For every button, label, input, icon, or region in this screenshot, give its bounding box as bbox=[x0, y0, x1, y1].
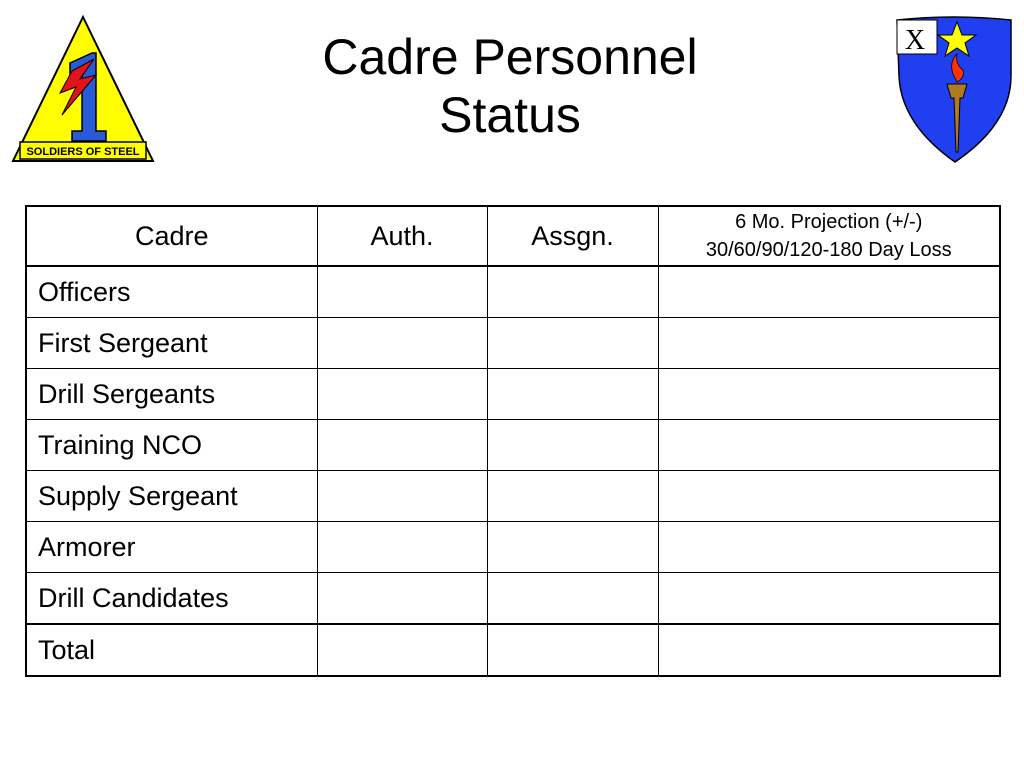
cell-assgn[interactable] bbox=[487, 573, 658, 625]
cell-assgn[interactable] bbox=[487, 471, 658, 522]
cell-auth[interactable] bbox=[317, 522, 487, 573]
table-row bbox=[26, 420, 1000, 471]
cell-projection[interactable] bbox=[658, 471, 1000, 522]
cell-auth[interactable] bbox=[317, 369, 487, 420]
cell-assgn[interactable] bbox=[487, 369, 658, 420]
cell-auth[interactable] bbox=[317, 573, 487, 625]
title-line-1: Cadre Personnel bbox=[322, 29, 698, 85]
table-row bbox=[26, 573, 1000, 625]
table-row-total bbox=[26, 624, 1000, 676]
header-auth: Auth. bbox=[317, 206, 487, 266]
row-label: Officers bbox=[26, 266, 317, 318]
cell-projection[interactable] bbox=[658, 420, 1000, 471]
roman-numeral: X bbox=[904, 25, 926, 56]
table-row bbox=[26, 471, 1000, 522]
cell-auth[interactable] bbox=[317, 420, 487, 471]
cell-projection[interactable] bbox=[658, 522, 1000, 573]
table-row bbox=[26, 318, 1000, 369]
cell-auth[interactable] bbox=[317, 624, 487, 676]
row-label: Drill Candidates bbox=[26, 573, 317, 625]
shield-insignia-logo bbox=[893, 14, 1017, 164]
cell-projection[interactable] bbox=[658, 318, 1000, 369]
cell-auth[interactable] bbox=[317, 471, 487, 522]
cell-auth[interactable] bbox=[317, 318, 487, 369]
header-projection bbox=[658, 206, 1000, 266]
page-title bbox=[230, 28, 790, 144]
cell-auth[interactable] bbox=[317, 266, 487, 318]
cell-assgn[interactable] bbox=[487, 266, 658, 318]
table-row bbox=[26, 369, 1000, 420]
cadre-status-table bbox=[25, 205, 1001, 677]
title-line-2: Status bbox=[439, 87, 581, 143]
cell-assgn[interactable] bbox=[487, 318, 658, 369]
cell-projection[interactable] bbox=[658, 573, 1000, 625]
header-projection-line-1: 6 Mo. Projection (+/-) bbox=[735, 211, 923, 233]
table-row bbox=[26, 522, 1000, 573]
cell-assgn[interactable] bbox=[487, 522, 658, 573]
row-label: Armorer bbox=[26, 522, 317, 573]
row-label: Training NCO bbox=[26, 420, 317, 471]
header-assgn: Assgn. bbox=[487, 206, 658, 266]
soldiers-of-steel-logo bbox=[10, 15, 156, 165]
row-label: Supply Sergeant bbox=[26, 471, 317, 522]
header-projection-line-2: 30/60/90/120-180 Day Loss bbox=[705, 239, 952, 261]
cell-projection[interactable] bbox=[658, 369, 1000, 420]
cell-projection[interactable] bbox=[658, 266, 1000, 318]
row-label: Drill Sergeants bbox=[26, 369, 317, 420]
logo-text: SOLDIERS OF STEEL bbox=[26, 146, 140, 158]
row-label: First Sergeant bbox=[26, 318, 317, 369]
cell-assgn[interactable] bbox=[487, 624, 658, 676]
table-header-row bbox=[26, 206, 1000, 266]
table-row bbox=[26, 266, 1000, 318]
header-cadre: Cadre bbox=[26, 206, 317, 266]
cell-projection[interactable] bbox=[658, 624, 1000, 676]
cell-assgn[interactable] bbox=[487, 420, 658, 471]
row-label: Total bbox=[26, 624, 317, 676]
